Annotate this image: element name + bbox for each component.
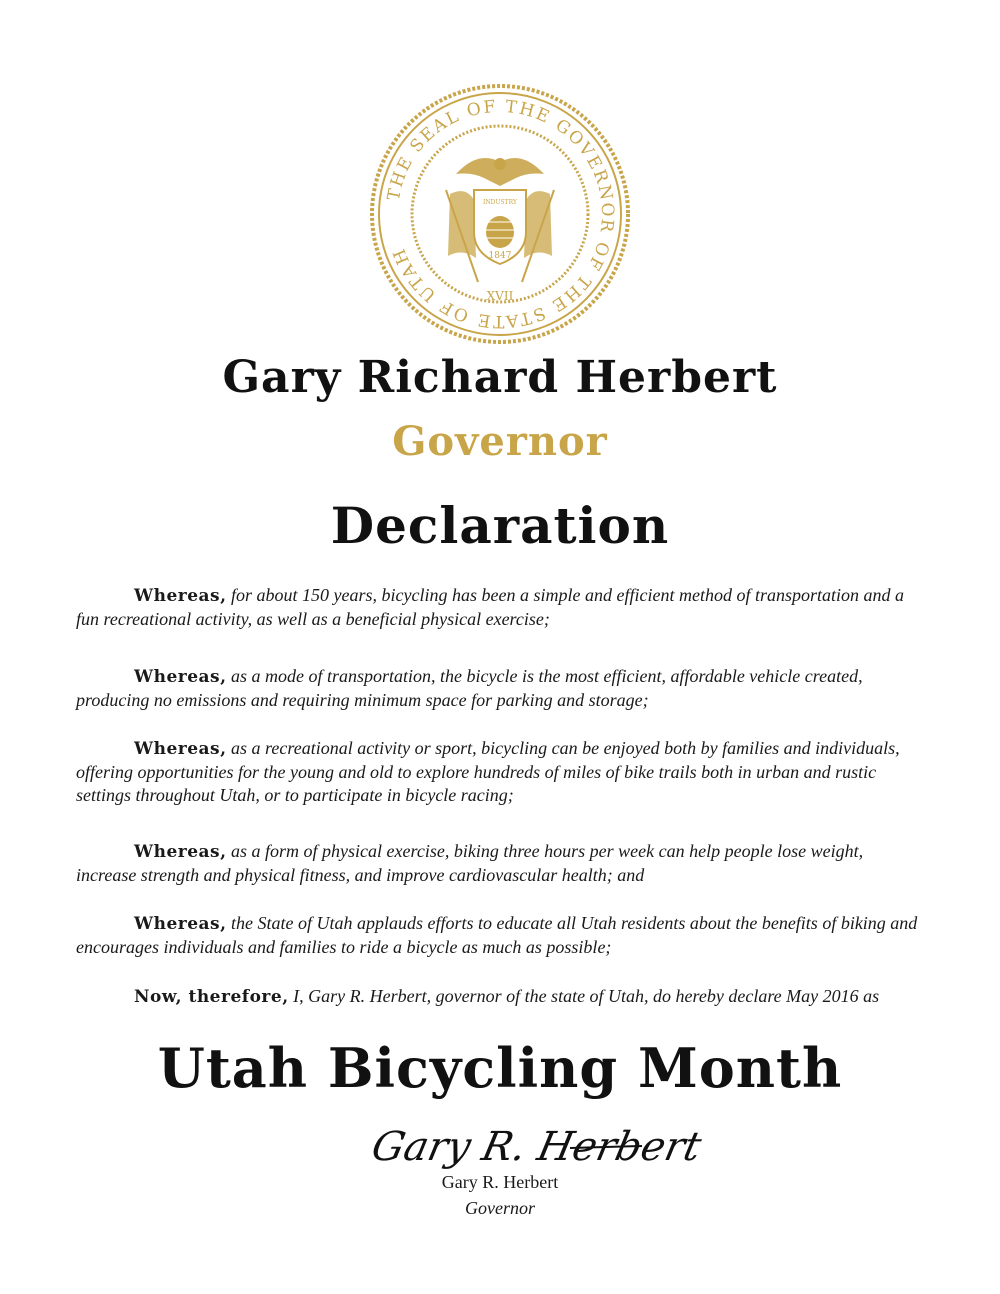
clause-text: as a mode of transportation, the bicycle is the most efficient, affordable vehicle created, producing no emissions and requiring minimum space for parking and storage; (76, 666, 863, 710)
whereas-clause (76, 840, 926, 887)
governor-name: Gary Richard Herbert (222, 352, 778, 403)
clause-lead: Whereas, (134, 739, 227, 759)
signer-name: Gary R. Herbert (441, 1172, 559, 1192)
clause-lead: Whereas, (134, 914, 227, 934)
whereas-clause (76, 584, 926, 631)
clause-text: as a form of physical exercise, biking three hours per week can help people lose weight, increase strength and physical fitness, and improve cardiovascular health; and (76, 841, 864, 885)
clause-lead: Now, therefore, (134, 987, 289, 1007)
governor-seal (368, 82, 632, 346)
clause-text: I, Gary R. Herbert, governor of the state of Utah, do hereby declare May 2016 as (288, 986, 880, 1006)
signer-title: Governor (465, 1198, 535, 1218)
declaration-title: Utah Bicycling Month (157, 1036, 843, 1100)
clause-lead: Whereas, (134, 667, 227, 687)
clause-text: for about 150 years, bicycling has been a simple and efficient method of transportation and a fun recreational activity, as well as a beneficial physical exercise; (76, 585, 904, 629)
clause-text: the State of Utah applauds efforts to educate all Utah residents about the benefits of biking and encourages individuals and families to ride a bicycle as much as possible; (76, 913, 918, 957)
seal-number: XVII (486, 289, 514, 303)
document-type: Declaration (330, 496, 670, 555)
clause-text: as a recreational activity or sport, bicycling can be enjoyed both by families and individuals, offering opportunities for the young and old to explore hundreds of miles of bike trails both in urban and rustic settings throughout Utah, or to participate in bicycle racing; (76, 738, 900, 805)
seal-motto: INDUSTRY (483, 199, 517, 206)
governor-title: Governor (392, 418, 608, 465)
seal-ring-text: THE SEAL OF THE GOVERNOR OF THE STATE OF UTAH (383, 96, 618, 332)
whereas-clause (76, 737, 926, 807)
whereas-clause (76, 665, 926, 712)
seal-year: 1847 (488, 251, 512, 261)
seal-emblem-icon (368, 82, 632, 346)
clause-lead: Whereas, (134, 586, 227, 606)
whereas-clause (76, 912, 926, 959)
signature-script: Gary R. Herbert (367, 1122, 706, 1170)
now-therefore-clause (76, 985, 926, 1009)
clause-lead: Whereas, (134, 842, 227, 862)
